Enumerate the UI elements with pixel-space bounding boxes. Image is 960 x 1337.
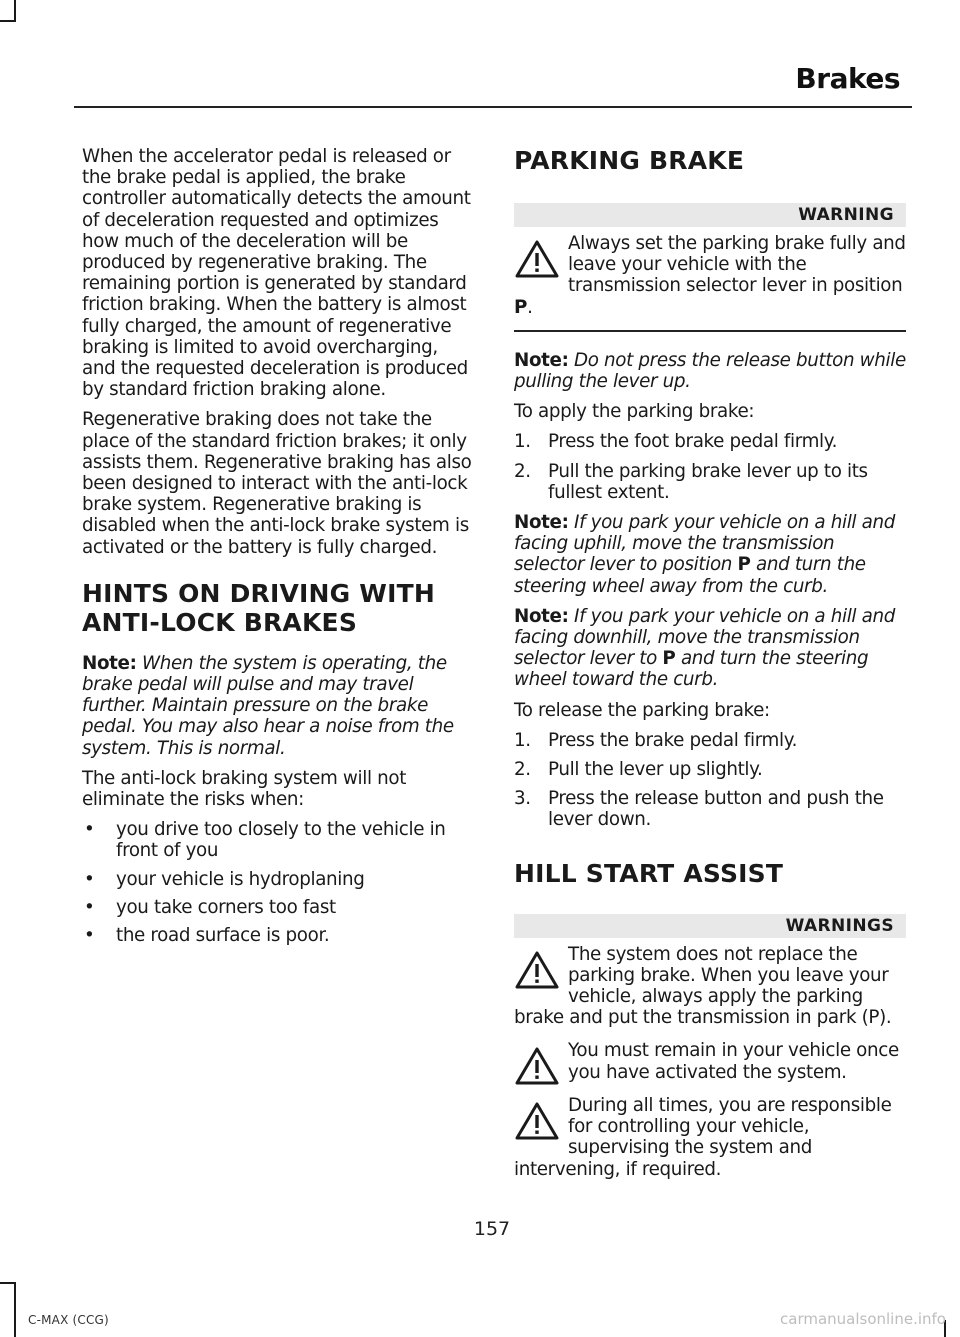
list-item-text: you drive too closely to the vehicle in front of you	[116, 819, 446, 862]
warning-triangle-icon	[514, 1046, 560, 1086]
step-number: 1.	[514, 729, 531, 751]
warning-text: The system does not replace the parking brake. When you leave your vehicle, always apply the parking brake and put the transmission in park (P).	[514, 943, 892, 1029]
warning-text: During all times, you are responsible for controlling your vehicle, supervising the system and intervening, if required.	[514, 1094, 892, 1180]
crop-mark	[0, 20, 16, 22]
note-text: If you park your vehicle on a hill and facing uphill, move the transmission selector lever to position	[514, 512, 895, 576]
step-item	[514, 788, 906, 830]
list-item	[82, 925, 474, 946]
section-heading-abs	[82, 579, 474, 637]
list-item-text: your vehicle is hydroplaning	[116, 868, 365, 890]
note-uphill	[514, 512, 906, 597]
warning-text	[514, 233, 906, 318]
step-item	[514, 759, 906, 780]
heading-line: HINTS ON DRIVING WITH	[82, 578, 435, 608]
warning-text-part: .	[527, 296, 533, 318]
warning-hill-2	[514, 1040, 906, 1082]
crop-mark	[0, 1282, 16, 1284]
note-label: Note:	[82, 652, 137, 674]
step-number: 3.	[514, 788, 531, 810]
bullet-marker: •	[84, 868, 95, 890]
paragraph-abs-risks: The anti-lock braking system will not eliminate the risks when:	[82, 767, 407, 811]
note-abs	[82, 653, 474, 759]
note-downhill	[514, 606, 906, 691]
warning-parking	[514, 233, 906, 318]
page-number: 157	[473, 1218, 511, 1240]
step-number: 2.	[514, 460, 531, 482]
warning-divider	[514, 330, 906, 332]
list-item-text: the road surface is poor.	[116, 925, 330, 947]
warning-text: You must remain in your vehicle once you have activated the system.	[568, 1040, 899, 1083]
crop-mark	[14, 0, 16, 22]
step-item	[514, 730, 906, 751]
note-text: Do not press the release button while pulling the lever up.	[514, 349, 906, 393]
step-text: Press the brake pedal firmly.	[548, 729, 798, 751]
apply-intro: To apply the parking brake:	[514, 401, 755, 423]
right-column	[514, 146, 906, 1192]
warnings-bar: WARNINGS	[514, 914, 906, 938]
warning-triangle-icon	[514, 1101, 560, 1141]
section-heading-hill-start: HILL START ASSIST	[514, 858, 784, 888]
apply-steps	[514, 431, 906, 503]
release-steps	[514, 730, 906, 831]
step-number: 2.	[514, 759, 531, 781]
warning-bar: WARNING	[514, 203, 906, 227]
note-release-button	[514, 350, 906, 392]
release-intro: To release the parking brake:	[514, 699, 770, 721]
page-title: Brakes	[795, 62, 900, 95]
section-heading-parking-brake: PARKING BRAKE	[514, 146, 745, 175]
bullet-marker: •	[84, 819, 95, 841]
footer-model: C-MAX (CCG)	[28, 1313, 109, 1327]
gear-position-p: P	[662, 648, 676, 670]
note-label: Note:	[514, 349, 569, 371]
step-text: Press the foot brake pedal firmly.	[548, 431, 838, 453]
note-text: When the system is operating, the brake pedal will pulse and may travel further. Maintain pressure on the brake pedal. You may also hear a noise from the system. This is normal.	[82, 652, 454, 759]
step-item	[514, 461, 906, 503]
bullet-marker: •	[84, 896, 95, 918]
heading-line: ANTI-LOCK BRAKES	[82, 607, 358, 637]
list-item	[82, 897, 474, 918]
list-item	[82, 819, 474, 861]
paragraph-regen-control: When the accelerator pedal is released or the brake pedal is applied, the brake controller automatically detects the amount of deceleration requested and optimizes how much of the deceleration will be produced by regenerative braking. The remaining portion is generated by standard friction braking. When the battery is almost fully charged, the amount of regenerative braking is limited to avoid overcharging, and the requested deceleration is produced by standard friction braking alone.	[82, 146, 471, 401]
gear-position-p: P	[737, 554, 751, 576]
warning-triangle-icon	[514, 239, 560, 279]
step-text: Pull the parking brake lever up to its fullest extent.	[548, 460, 868, 503]
gear-position-p: P	[514, 296, 528, 318]
crop-mark	[14, 1282, 16, 1337]
watermark: carmanualsonline.info	[780, 1310, 946, 1328]
list-item-text: you take corners too fast	[116, 896, 336, 918]
step-text: Pull the lever up slightly.	[548, 759, 763, 781]
note-label: Note:	[514, 512, 569, 534]
risk-list	[82, 819, 474, 946]
left-column	[82, 146, 474, 953]
warning-hill-3	[514, 1095, 906, 1180]
header-divider	[74, 106, 912, 108]
note-label: Note:	[514, 605, 569, 627]
step-item	[514, 431, 906, 452]
step-number: 1.	[514, 431, 531, 453]
list-item	[82, 869, 474, 890]
paragraph-regen-assist: Regenerative braking does not take the place of the standard friction brakes; it only assists them. Regenerative braking has also been designed to interact with the anti-lock brake system. Regenerative braking is disabled when the anti-lock brake system is activated or the battery is fully charged.	[82, 409, 472, 558]
note-text: and turn the steering wheel away from the curb.	[514, 554, 866, 597]
bullet-marker: •	[84, 925, 95, 947]
note-text: If you park your vehicle on a hill and facing downhill, move the transmission selector lever to	[514, 605, 895, 670]
step-text: Press the release button and push the lever down.	[548, 788, 884, 831]
warning-text-part: Always set the parking brake fully and leave your vehicle with the transmission selector lever in position	[568, 233, 906, 297]
warning-hill-1	[514, 944, 906, 1029]
note-text: and turn the steering wheel toward the curb.	[514, 648, 869, 691]
warning-triangle-icon	[514, 950, 560, 990]
